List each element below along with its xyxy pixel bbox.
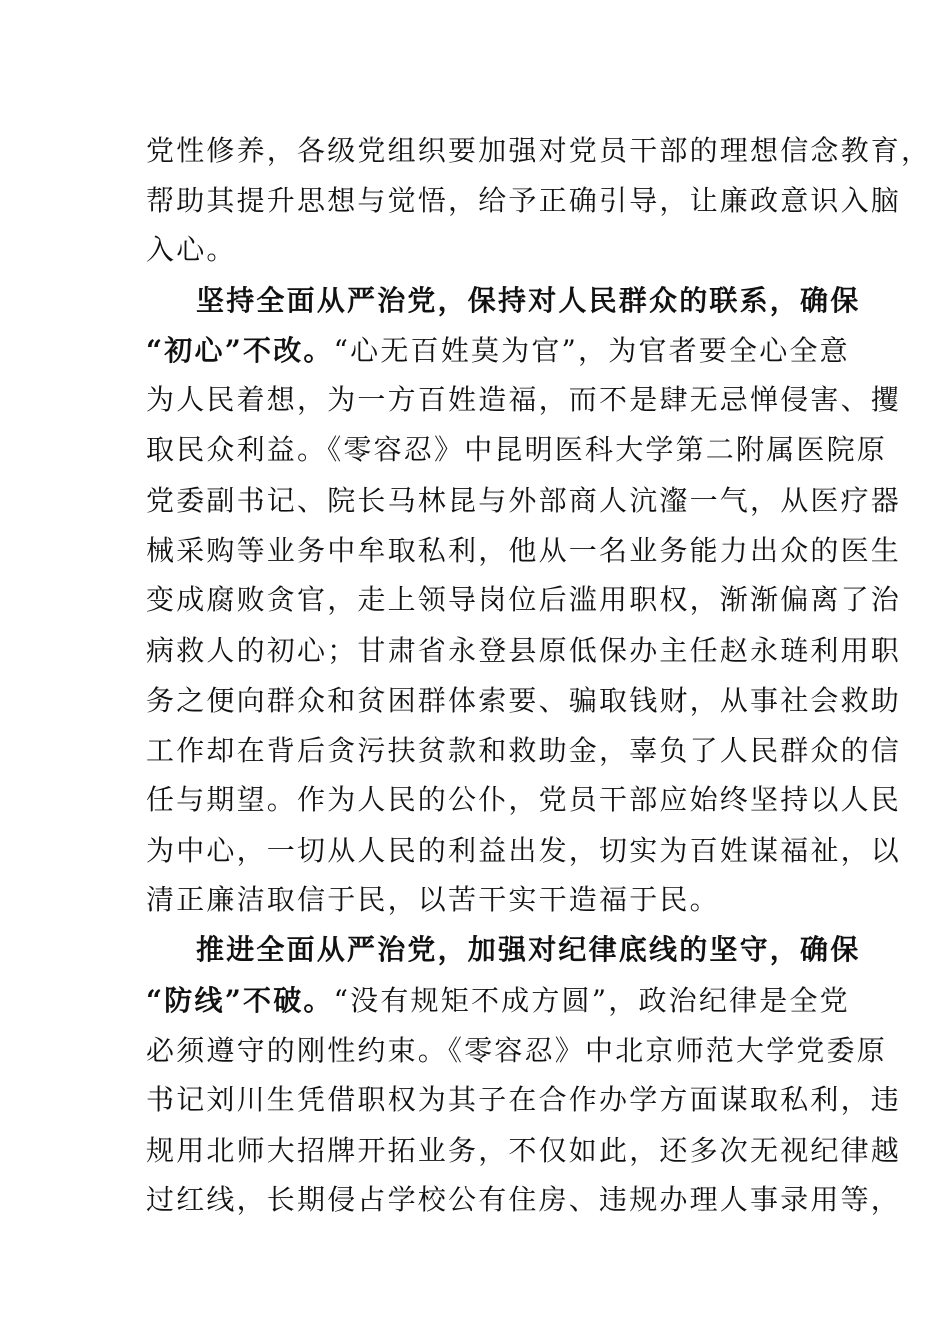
text-span: 械采购等业务中牟取私利，他从一名业务能力出众的医生 [146, 534, 902, 567]
bold-span: 推进全面从严治党，加强对纪律底线的坚守，确保 [196, 933, 861, 966]
text-line [146, 1033, 887, 1069]
text-line [146, 833, 901, 869]
text-span: 入心。 [146, 233, 237, 266]
text-line [146, 582, 901, 618]
text-span: 清正廉洁取信于民，以苦干实干造福于民。 [146, 883, 720, 916]
text-line [146, 533, 901, 569]
text-span: 变成腐败贪官，走上领导岗位后滥用职权，渐渐偏离了治 [146, 583, 902, 616]
text-span: 病救人的初心；甘肃省永登县原低保办主任赵永琏利用职 [146, 634, 902, 667]
text-span: “没有规矩不成方圆”，政治纪律是全党 [333, 984, 850, 1017]
text-span: 任与期望。作为人民的公仆，党员干部应始终坚持以人民 [146, 783, 902, 816]
text-span: 必须遵守的刚性约束。《零容忍》中北京师范大学党委原 [146, 1034, 888, 1067]
text-span: 党性修养，各级党组织要加强对党员干部的理想信念教育， [146, 134, 932, 167]
text-line [146, 483, 901, 519]
bold-span: 坚持全面从严治党，保持对人民群众的联系，确保 [196, 284, 861, 317]
text-span: “心无百姓莫为官”，为官者要全心全意 [333, 334, 850, 367]
text-line [146, 432, 887, 468]
text-span: 党委副书记、院长马林昆与外部商人沆瀣一气，从医疗器 [146, 484, 902, 517]
text-line [146, 133, 931, 169]
text-line [146, 1082, 901, 1118]
text-line [146, 633, 901, 669]
text-span: 过红线，长期侵占学校公有住房、违规办理人事录用等， [146, 1183, 902, 1216]
bold-span: “初心”不改。 [146, 334, 334, 367]
text-line [146, 983, 850, 1019]
text-span: 工作却在背后贪污扶贫款和救助金，辜负了人民群众的信 [146, 734, 902, 767]
paragraph-heading [196, 932, 860, 968]
text-span: 为中心，一切从人民的利益出发，切实为百姓谋福祉，以 [146, 834, 902, 867]
text-line [146, 733, 901, 769]
text-line [146, 683, 901, 719]
bold-span: “防线”不破。 [146, 984, 334, 1017]
text-line [146, 333, 850, 369]
text-line [146, 1133, 901, 1169]
paragraph-heading [196, 283, 860, 319]
text-line [146, 183, 901, 219]
text-line [146, 1182, 901, 1218]
text-line [146, 232, 237, 268]
text-line [146, 782, 901, 818]
text-line [146, 882, 720, 918]
text-span: 务之便向群众和贫困群体索要、骗取钱财，从事社会救助 [146, 684, 902, 717]
text-span: 取民众利益。《零容忍》中昆明医科大学第二附属医院原 [146, 433, 888, 466]
text-line [146, 382, 901, 418]
text-span: 为人民着想，为一方百姓造福，而不是肆无忌惮侵害、攫 [146, 383, 902, 416]
text-span: 规用北师大招牌开拓业务，不仅如此，还多次无视纪律越 [146, 1134, 902, 1167]
text-span: 书记刘川生凭借职权为其子在合作办学方面谋取私利，违 [146, 1083, 902, 1116]
text-span: 帮助其提升思想与觉悟，给予正确引导，让廉政意识入脑 [146, 184, 902, 217]
